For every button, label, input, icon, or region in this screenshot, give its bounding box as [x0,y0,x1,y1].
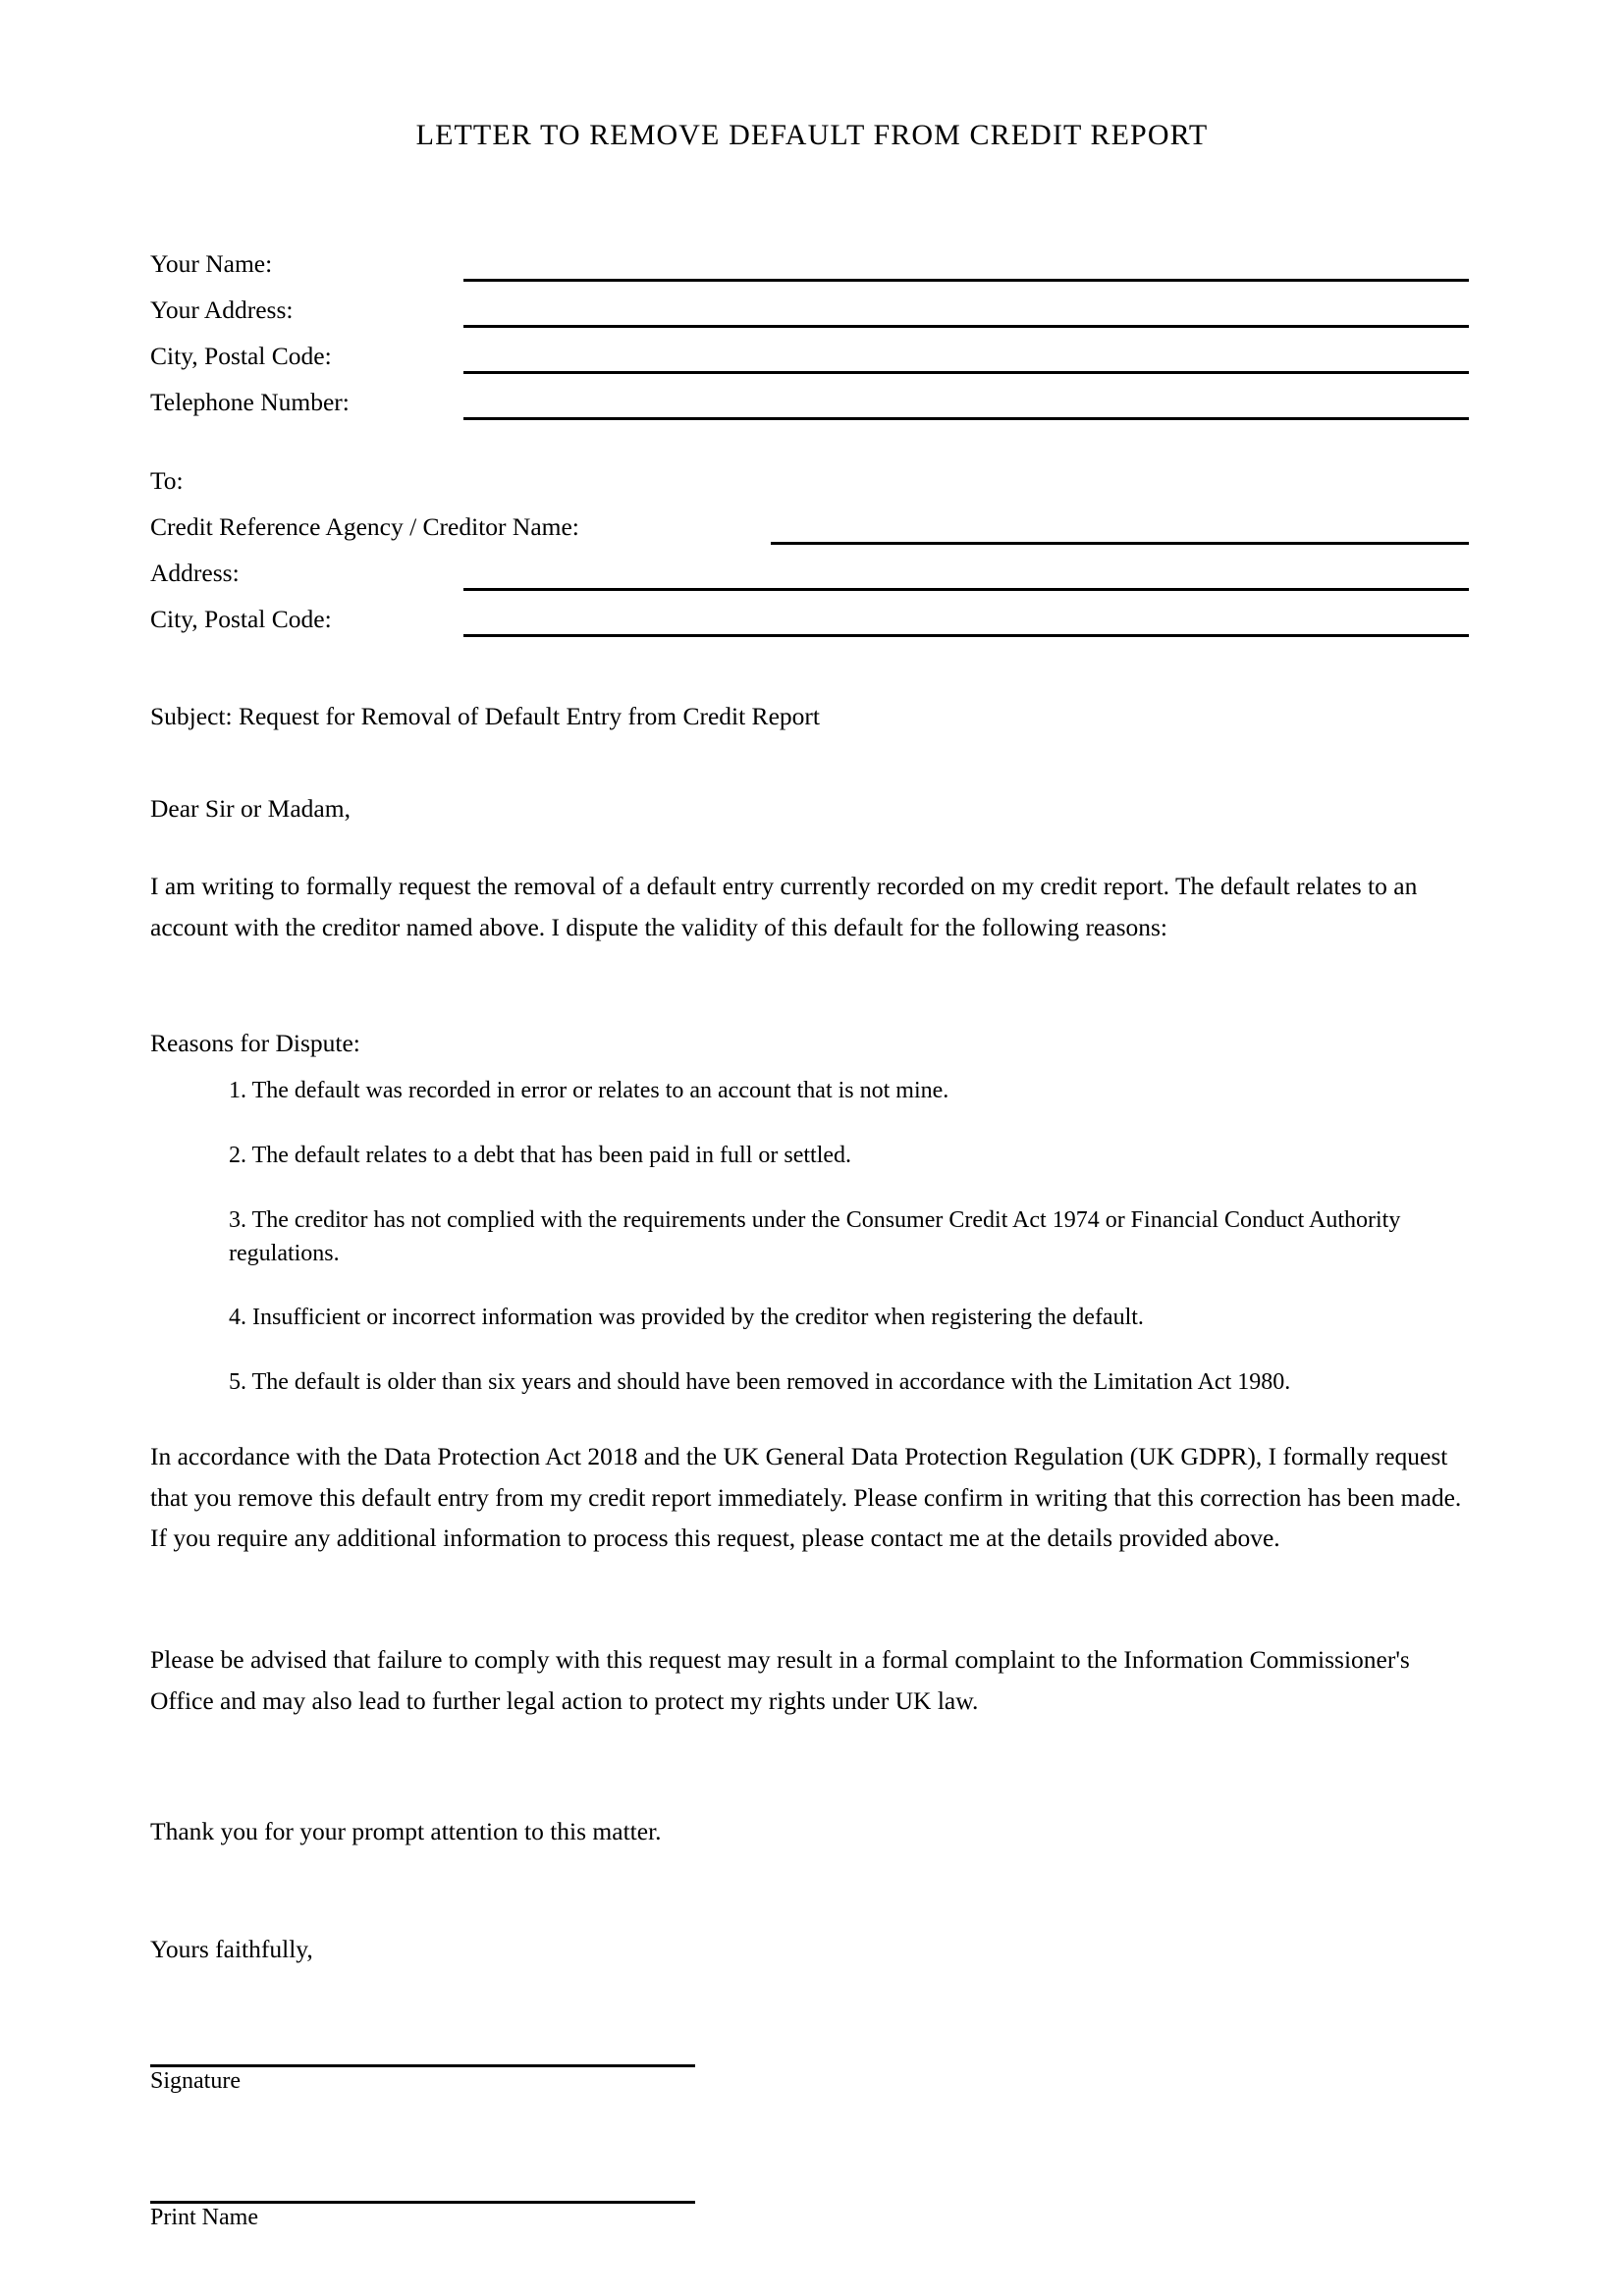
thanks-paragraph: Thank you for your prompt attention to this matter. [150,1817,662,1845]
reason-item-3: 3. The creditor has not complied with the requirements under the Consumer Credit Act 1974 or Financial Conduct Authority regulations. [229,1207,1401,1266]
recipient-details-block [150,464,1476,649]
subject-line: Subject: Request for Removal of Default Entry from Credit Report [150,702,820,730]
gdpr-paragraph: In accordance with the Data Protection Act 2018 and the UK General Data Protection Regulation (UK GDPR), I formally request that you remove this default entry from my credit report immediately. Please confirm in writing that this correction has been made. If you require any additional information to process this request, please contact me at the details provided above. [150,1442,1462,1552]
recipient-city-postal-code-input-rule[interactable] [463,634,1469,637]
signature-caption: Signature [150,2068,241,2094]
to-heading-label: To: [150,466,184,495]
page-title: LETTER TO REMOVE DEFAULT FROM CREDIT REPORT [415,119,1209,151]
field-row-telephone-number [150,386,1476,432]
field-row-city-postal-code [150,340,1476,386]
field-row-to-heading [150,464,1476,510]
recipient-address-label: Address: [150,559,240,587]
reasons-heading: Reasons for Dispute: [150,1029,360,1057]
field-row-your-name [150,247,1476,294]
intro-paragraph: I am writing to formally request the removal of a default entry currently recorded on my credit report. The default relates to an account with the creditor named above. I dispute the validity of this default for the following reasons: [150,872,1418,941]
recipient-city-postal-code-label: City, Postal Code: [150,605,332,633]
reason-item-1: 1. The default was recorded in error or relates to an account that is not mine. [229,1078,949,1103]
city-postal-code-input-rule[interactable] [463,371,1469,374]
creditor-name-input-rule[interactable] [771,542,1469,545]
your-address-input-rule[interactable] [463,325,1469,328]
creditor-name-label: Credit Reference Agency / Creditor Name: [150,512,579,541]
field-row-recipient-address [150,557,1476,603]
field-row-your-address [150,294,1476,340]
field-row-creditor-name [150,510,1476,557]
reason-item-2: 2. The default relates to a debt that has been paid in full or settled. [229,1143,852,1168]
sender-details-block [150,247,1476,432]
recipient-address-input-rule[interactable] [463,588,1469,591]
city-postal-code-label: City, Postal Code: [150,342,332,370]
telephone-number-label: Telephone Number: [150,388,350,416]
print-name-caption: Print Name [150,2205,258,2230]
salutation: Dear Sir or Madam, [150,794,351,823]
your-name-label: Your Name: [150,249,273,278]
reason-item-5: 5. The default is older than six years and should have been removed in accordance with the Limitation Act 1980. [229,1369,1291,1395]
your-name-input-rule[interactable] [463,279,1469,282]
your-address-label: Your Address: [150,295,294,324]
telephone-number-input-rule[interactable] [463,417,1469,420]
reason-item-4: 4. Insufficient or incorrect information was provided by the creditor when registering the default. [229,1305,1144,1330]
warning-paragraph: Please be advised that failure to comply with this request may result in a formal complaint to the Information Commissioner's Office and may also lead to further legal action to protect my rights under UK law. [150,1645,1410,1715]
field-row-recipient-city-postal-code [150,603,1476,649]
closing-paragraph: Yours faithfully, [150,1935,313,1963]
